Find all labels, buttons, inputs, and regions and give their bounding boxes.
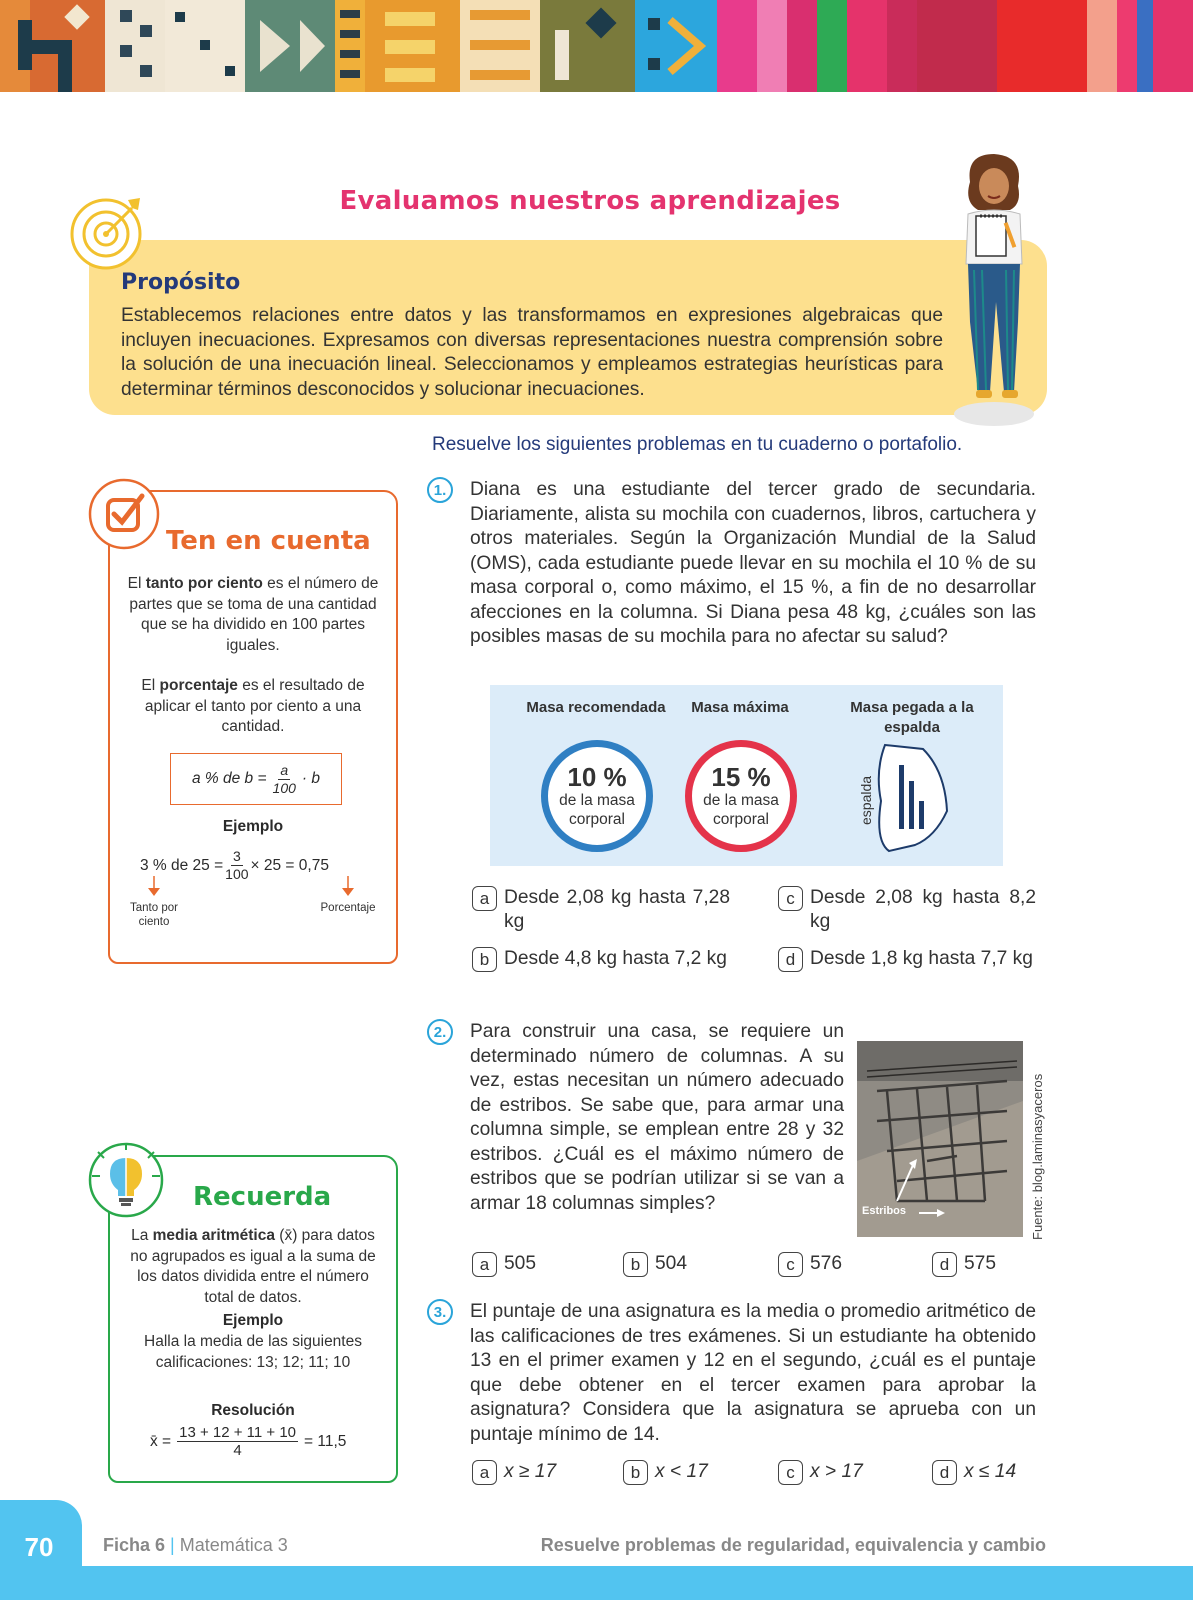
stirrups-photo <box>857 1041 1023 1237</box>
target-icon <box>68 194 146 272</box>
back-mass-label: Masa pegada a la espalda <box>850 699 974 736</box>
percentage-formula: a % de b = $\frac{a}{100}$ · b <box>170 753 342 805</box>
backpack-mass-infographic <box>490 685 1003 866</box>
textile-pattern-banner <box>0 0 1193 92</box>
option-letter: b <box>623 1460 648 1485</box>
question-3-text: El puntaje de una asignatura es la media o promedio aritmético de las calificaciones de tres exámenes. Si un estudiante ha obtenido 13 en el primer examen y 12 en el segundo, ¿cuál es el puntaje que debe obtener en el tercer examen para aprobar la asignatura? Considera que la asignatura se aprueba con un puntaje mínimo de 14. <box>470 1301 1036 1445</box>
option-text: Desde 2,08 kg hasta 8,2 kg <box>810 887 1036 932</box>
recuerda-example-text: Halla la media de las siguientes calificaciones: 13; 12; 11; 10 <box>144 1333 362 1371</box>
q3-option-a[interactable] <box>472 1460 612 1485</box>
q3-option-c[interactable] <box>778 1460 918 1485</box>
purpose-text: Establecemos relaciones entre datos y las transformamos en expresiones algebraicas que incluyen inecuaciones. Expresamos con diversas representaciones nuestra comprensión sobre la solución de una inecuación lineal. Seleccionamos y empleamos estrategias heurísticas para determinar términos desconocidos y solucionar inecuaciones. <box>121 305 943 400</box>
option-text: Desde 1,8 kg hasta 7,7 kg <box>810 948 1033 969</box>
brain-lightbulb-icon <box>88 1142 164 1218</box>
photo-credit: Fuente: blog.laminasyaceros <box>1030 1073 1045 1240</box>
question-1-text: Diana es una estudiante del tercer grado de secundaria. Diariamente, alista su mochila con cuadernos, libros, cartuchera y otros materiales. Según la Organización Mundial de la Salud (OMS), cada estudiante puede llevar en su mochila el 10 % de su masa corporal o, como máximo, el 15 %, a fin de no desarrollar afecciones en la columna. Si Diana pesa 48 kg, ¿cuáles son las posibles masas de su mochila para no afectar su salud? <box>470 479 1036 647</box>
page-title: Evaluamos nuestros aprendizajes <box>339 186 841 216</box>
option-letter: a <box>472 1252 497 1277</box>
q3-option-b[interactable] <box>623 1460 763 1485</box>
recuerda-title: Recuerda <box>193 1182 332 1212</box>
option-letter: d <box>778 947 803 972</box>
option-text: Desde 4,8 kg hasta 7,2 kg <box>504 948 727 969</box>
question-2-text: Para construir una casa, se requiere un determinado número de columnas. A su vez, estas necesitan un número adecuado de estribos. Se sabe que, para armar una columna simple, se emplean entre 28 y 32 estribos. ¿Cuál es el máximo número de estribos que se podrían utilizar si se van a armar 18 columnas simples? <box>470 1021 844 1214</box>
option-text: 575 <box>964 1253 997 1274</box>
option-text: x > 17 <box>810 1461 863 1482</box>
footer-bar <box>0 1566 1193 1600</box>
annotation-tanto-por-ciento: Tanto por ciento <box>130 902 178 928</box>
option-text: x < 17 <box>655 1461 708 1482</box>
option-letter: d <box>932 1460 957 1485</box>
q2-option-c[interactable] <box>778 1252 898 1277</box>
example-arrows <box>146 876 366 898</box>
q2-option-b[interactable] <box>623 1252 743 1277</box>
question-3-number: 3. <box>427 1299 453 1325</box>
checkbox-icon <box>88 478 160 550</box>
recommended-mass-label: Masa recomendada <box>526 699 666 716</box>
question-2-number: 2. <box>427 1019 453 1045</box>
question-1-number: 1. <box>427 477 453 503</box>
resolution-title: Resolución <box>211 1402 295 1419</box>
back-word-label: espalda <box>858 775 874 825</box>
recommended-mass-ring <box>541 740 653 852</box>
option-text: Desde 2,08 kg hasta 7,28 kg <box>504 887 730 932</box>
max-mass-ring <box>685 740 797 852</box>
recommended-mass-value: 10 % <box>567 762 627 792</box>
ten-en-cuenta-title: Ten en cuenta <box>166 526 371 556</box>
max-mass-caption: de la masa corporal <box>703 792 779 828</box>
media-aritmetica-definition: La media aritmética (x̄) para datos no agrupados es igual a la suma de los datos dividida entre el número total de datos. <box>130 1227 376 1306</box>
percentage-example: 3 % de 25 = $\frac{3}{100}$ × 25 = 0,75 <box>140 848 329 882</box>
option-text: x ≤ 14 <box>964 1461 1017 1482</box>
backpack-back-icon <box>865 741 955 853</box>
option-letter: c <box>778 1460 803 1485</box>
student-illustration <box>948 152 1040 430</box>
page-number: 70 <box>24 1532 54 1562</box>
option-letter: a <box>472 886 497 911</box>
purpose-title: Propósito <box>121 270 241 295</box>
tanto-por-ciento-definition: El tanto por ciento es el número de partes que se toma de una cantidad que se ha dividido en 100 partes iguales. <box>127 575 379 654</box>
max-mass-label: Masa máxima <box>691 699 789 716</box>
footer-competence: Resuelve problemas de regularidad, equivalencia y cambio <box>540 1535 1046 1555</box>
option-letter: c <box>778 886 803 911</box>
option-text: x ≥ 17 <box>504 1461 557 1482</box>
footer-ficha: Ficha 6 | Matemática 3 <box>103 1535 288 1555</box>
option-letter: b <box>472 947 497 972</box>
q1-option-d[interactable] <box>778 947 1036 972</box>
porcentaje-definition: El porcentaje es el resultado de aplicar el tanto por ciento a una cantidad. <box>141 677 365 735</box>
q2-option-a[interactable] <box>472 1252 592 1277</box>
recuerda-example-title: Ejemplo <box>222 1312 284 1329</box>
instruction-text: Resuelve los siguientes problemas en tu cuaderno o portafolio. <box>432 434 963 455</box>
annotation-porcentaje: Porcentaje <box>320 902 376 914</box>
option-text: 576 <box>810 1253 843 1274</box>
option-letter: b <box>623 1252 648 1277</box>
option-text: 504 <box>655 1253 688 1274</box>
mean-resolution: x̄ = $\frac{13 + 12 + 11 + 10}{4}$ = 11,5 <box>150 1424 347 1459</box>
q1-option-b[interactable] <box>472 947 730 972</box>
q2-option-d[interactable] <box>932 1252 1042 1277</box>
option-letter: d <box>932 1252 957 1277</box>
option-text: 505 <box>504 1253 537 1274</box>
q1-option-c[interactable] <box>778 886 1036 934</box>
recommended-mass-caption: de la masa corporal <box>559 792 635 828</box>
max-mass-value: 15 % <box>711 762 771 792</box>
option-letter: c <box>778 1252 803 1277</box>
q1-option-a[interactable] <box>472 886 730 934</box>
stirrups-label: Estribos <box>862 1205 907 1217</box>
example-title: Ejemplo <box>222 818 284 835</box>
q3-option-d[interactable] <box>932 1460 1052 1485</box>
option-letter: a <box>472 1460 497 1485</box>
